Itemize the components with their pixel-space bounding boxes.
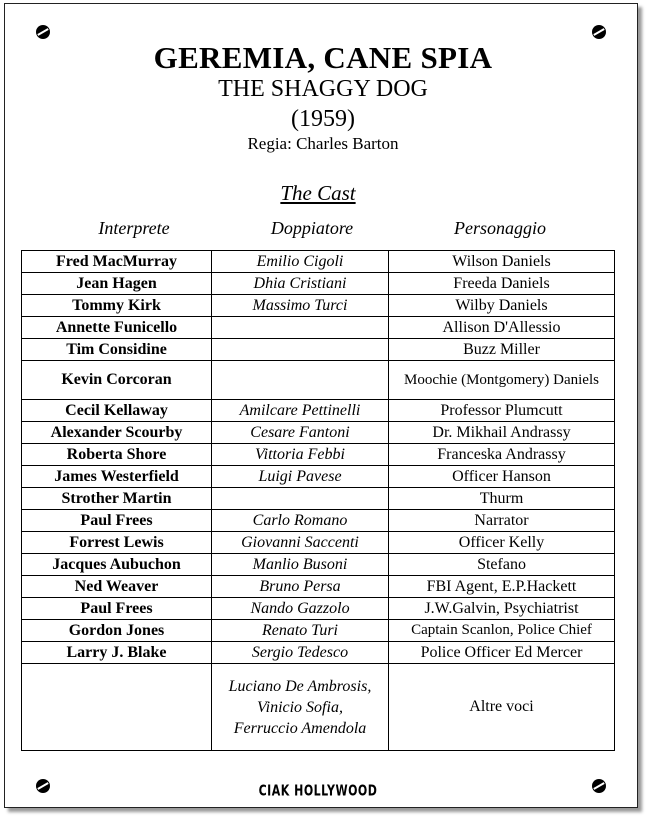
dubber-cell [212, 488, 389, 510]
screw-icon [592, 25, 606, 39]
table-row [22, 339, 615, 361]
dubber-cell: Cesare Fantoni [212, 422, 389, 444]
table-row [22, 317, 615, 339]
actor-cell: Strother Martin [22, 488, 212, 510]
actor-cell: Cecil Kellaway [22, 400, 212, 422]
character-cell: Freeda Daniels [389, 273, 615, 295]
table-row [22, 554, 615, 576]
dubber-cell: Nando Gazzolo [212, 598, 389, 620]
cast-heading: The Cast [280, 181, 356, 205]
dubber-cell: Emilio Cigoli [212, 251, 389, 273]
character-cell: Altre voci [389, 664, 615, 751]
table-row [22, 361, 615, 400]
column-header-character: Personaggio [454, 218, 546, 238]
character-cell: Franceska Andrassy [389, 444, 615, 466]
actor-cell: Jean Hagen [22, 273, 212, 295]
table-row [22, 620, 615, 642]
table-row [22, 642, 615, 664]
dubber-cell [212, 361, 389, 400]
actor-cell [22, 664, 212, 751]
table-row [22, 488, 615, 510]
character-cell: J.W.Galvin, Psychiatrist [389, 598, 615, 620]
actor-cell: Ned Weaver [22, 576, 212, 598]
character-cell: Stefano [389, 554, 615, 576]
original-title: THE SHAGGY DOG [218, 76, 428, 102]
column-header-dubber: Doppiatore [270, 218, 354, 238]
character-cell: Buzz Miller [389, 339, 615, 361]
table-row [22, 273, 615, 295]
dubber-cell: Vittoria Febbi [212, 444, 389, 466]
character-cell: Professor Plumcutt [389, 400, 615, 422]
dubber-cell: Bruno Persa [212, 576, 389, 598]
dubber-cell: Giovanni Saccenti [212, 532, 389, 554]
character-cell: Wilson Daniels [389, 251, 615, 273]
dubber-cell: Amilcare Pettinelli [212, 400, 389, 422]
actor-cell: James Westerfield [22, 466, 212, 488]
table-row [22, 466, 615, 488]
table-row [22, 664, 615, 751]
dubber-cell [212, 317, 389, 339]
table-row [22, 510, 615, 532]
table-row [22, 532, 615, 554]
actor-cell: Fred MacMurray [22, 251, 212, 273]
dubber-cell: Luigi Pavese [212, 466, 389, 488]
table-row [22, 444, 615, 466]
actor-cell: Gordon Jones [22, 620, 212, 642]
table-row [22, 598, 615, 620]
dubber-cell: Massimo Turci [212, 295, 389, 317]
dubber-cell: Carlo Romano [212, 510, 389, 532]
table-row [22, 400, 615, 422]
character-cell: Wilby Daniels [389, 295, 615, 317]
dubber-cell: Renato Turi [212, 620, 389, 642]
director-credit: Regia: Charles Barton [247, 134, 399, 153]
character-cell: Officer Kelly [389, 532, 615, 554]
character-cell: Narrator [389, 510, 615, 532]
table-row [22, 251, 615, 273]
actor-cell: Tommy Kirk [22, 295, 212, 317]
actor-cell: Paul Frees [22, 598, 212, 620]
character-cell: Dr. Mikhail Andrassy [389, 422, 615, 444]
dubber-cell: Luciano De Ambrosis, Vinicio Sofia, Ferruccio Amendola [212, 664, 389, 751]
dubber-cell: Manlio Busoni [212, 554, 389, 576]
actor-cell: Larry J. Blake [22, 642, 212, 664]
actor-cell: Roberta Shore [22, 444, 212, 466]
column-header-actor: Interprete [98, 218, 170, 238]
table-row [22, 422, 615, 444]
dubber-cell: Sergio Tedesco [212, 642, 389, 664]
character-cell: Captain Scanlon, Police Chief [389, 620, 615, 642]
cast-table [21, 250, 615, 751]
dubber-cell [212, 339, 389, 361]
actor-cell: Kevin Corcoran [22, 361, 212, 400]
screw-icon [36, 25, 50, 39]
actor-cell: Forrest Lewis [22, 532, 212, 554]
character-cell: Allison D'Allessio [389, 317, 615, 339]
table-row [22, 576, 615, 598]
character-cell: Thurm [389, 488, 615, 510]
release-year: (1959) [291, 106, 355, 132]
character-cell: Moochie (Montgomery) Daniels [389, 361, 615, 400]
actor-cell: Alexander Scourby [22, 422, 212, 444]
character-cell: Officer Hanson [389, 466, 615, 488]
italian-title: GEREMIA, CANE SPIA [153, 40, 493, 75]
actor-cell: Tim Considine [22, 339, 212, 361]
character-cell: FBI Agent, E.P.Hackett [389, 576, 615, 598]
character-cell: Police Officer Ed Mercer [389, 642, 615, 664]
actor-cell: Paul Frees [22, 510, 212, 532]
table-row [22, 295, 615, 317]
actor-cell: Jacques Aubuchon [22, 554, 212, 576]
dubber-cell: Dhia Cristiani [212, 273, 389, 295]
actor-cell: Annette Funicello [22, 317, 212, 339]
ciak-hollywood-logo: CIAK HOLLYWOOD [258, 781, 378, 800]
